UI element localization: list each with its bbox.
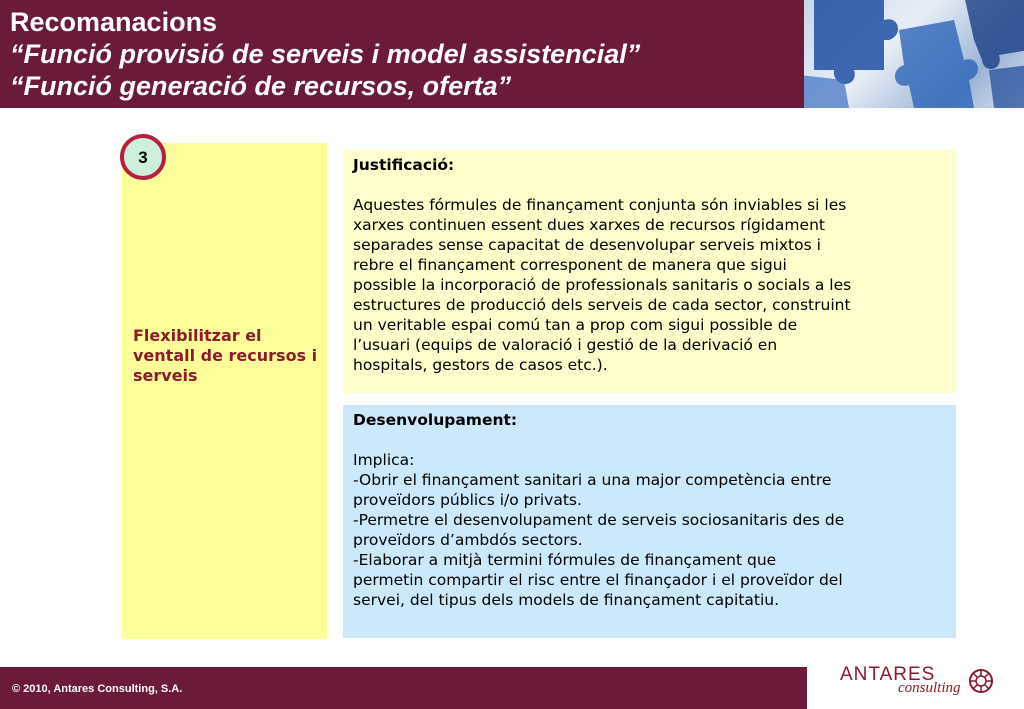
copyright-text: © 2010, Antares Consulting, S.A. xyxy=(12,683,183,695)
text-line: Implica: xyxy=(353,451,415,469)
text-line: -Obrir el finançament sanitari a una major competència entre xyxy=(353,471,832,489)
text-line: l’usuari (equips de valoració i gestió de la derivació en xyxy=(353,336,778,354)
development-text xyxy=(353,450,946,610)
puzzle-image xyxy=(804,0,1024,108)
justification-title: Justificació: xyxy=(353,156,455,174)
recommendation-title: Flexibilitzar el ventall de recursos i serveis xyxy=(133,326,318,385)
title-line-1: Recomanacions xyxy=(10,7,218,37)
text-line: -Elaborar a mitjà termini fórmules de finançament que xyxy=(353,551,777,569)
header-banner xyxy=(0,0,804,108)
text-line: proveïdors d’ambdós sectors. xyxy=(353,531,583,549)
text-line: Aquestes fórmules de finançament conjunta són inviables si les xyxy=(353,196,847,214)
step-badge: 3 xyxy=(120,134,166,180)
logo-subtitle: consulting xyxy=(898,680,961,696)
title-line-2: “Funció provisió de serveis i model assistencial” xyxy=(10,39,641,69)
text-line: possible la incorporació de professionals sanitaris o socials a les xyxy=(353,276,852,294)
text-line: proveïdors públics i/o privats. xyxy=(353,491,582,509)
footer-bar xyxy=(0,667,807,709)
text-line: estructures de producció dels serveis de cada sector, construint xyxy=(353,296,851,314)
text-line: permetin compartir el risc entre el finançador i el proveïdor del xyxy=(353,571,843,589)
text-line: xarxes continuen essent dues xarxes de recursos rígidament xyxy=(353,216,825,234)
antares-logo-icon xyxy=(968,668,994,694)
development-box xyxy=(343,405,956,638)
text-line: hospitals, gestors de casos etc.). xyxy=(353,356,608,374)
title-line-3: “Funció generació de recursos, oferta” xyxy=(10,71,512,101)
puzzle-pieces-icon xyxy=(804,0,1024,108)
justification-text xyxy=(353,195,946,375)
development-title: Desenvolupament: xyxy=(353,411,518,429)
text-line: -Permetre el desenvolupament de serveis sociosanitaris des de xyxy=(353,511,845,529)
justification-box xyxy=(343,150,956,393)
left-column xyxy=(122,143,327,639)
text-line: servei, del tipus dels models de finançament capitatiu. xyxy=(353,591,780,609)
text-line: un veritable espai comú tan a prop com sigui possible de xyxy=(353,316,798,334)
text-line: rebre el finançament corresponent de manera que sigui xyxy=(353,256,787,274)
text-line: separades sense capacitat de desenvolupar serveis mixtos i xyxy=(353,236,821,254)
logo-name: ANTARES xyxy=(840,664,936,685)
